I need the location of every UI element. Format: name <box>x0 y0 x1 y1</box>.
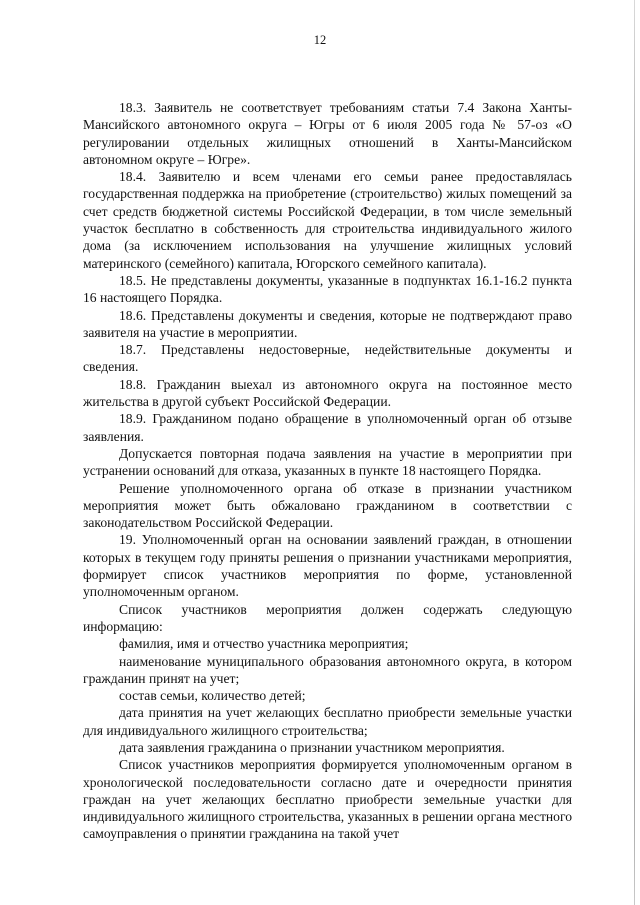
paragraph-resubmission: Допускается повторная подача заявления на участие в мероприятии при устранении оснований для отказа, указанных в пункте 18 настоящего Порядка. <box>83 445 572 479</box>
paragraph-19: 19. Уполномоченный орган на основании заявлений граждан, в отношении которых в текущем году приняты решения о признании участниками мероприятия, формирует список участников мероприятия по форме, установленной уполномоченным органом. <box>83 532 572 600</box>
page-number: 12 <box>313 33 327 47</box>
list-item-registration-date: дата принятия на учет желающих бесплатно приобрести земельные участки для индивидуального жилищного строительства; <box>83 705 572 738</box>
paragraph-18-8: 18.8. Гражданин выехал из автономного округа на постоянное место жительства в другой субъект Российской Федерации. <box>83 376 572 410</box>
paragraph-18-4: 18.4. Заявителю и всем членами его семьи ранее предоставлялась государственная поддержка на приобретение (строительство) жилых помещений за счет средств бюджетной системы Российской Федерации, в том числе земельный участок бесплатно в собственность для строительства индивидуального жилого дома (за исключением использования на улучшение жилищных условий материнского (семейного) капитала, Югорского семейного капитала). <box>83 169 572 271</box>
paragraph-18-5: 18.5. Не представлены документы, указанные в подпунктах 16.1-16.2 пункта 16 настоящего Порядка. <box>83 272 572 306</box>
paragraph-18-3: 18.3. Заявитель не соответствует требованиям статьи 7.4 Закона Ханты-Мансийского автономного округа – Югры от 6 июля 2005 года № 57-оз «О регулировании отдельных жилищных отношений в Ханты-Мансийском автономном округе – Югре». <box>83 100 572 167</box>
paragraph-appeal: Решение уполномоченного органа об отказе в признании участником мероприятия может быть обжаловано гражданином в соответствии с законодательством Российской Федерации. <box>83 480 572 531</box>
list-item-municipality: наименование муниципального образования автономного округа, в котором гражданин принят на учет; <box>83 653 572 686</box>
list-item-family: состав семьи, количество детей; <box>119 688 306 704</box>
document-body <box>83 99 572 843</box>
paragraph-list-contents: Список участников мероприятия должен содержать следующую информацию: <box>83 601 572 634</box>
paragraph-18-6: 18.6. Представлены документы и сведения, которые не подтверждают право заявителя на участие в мероприятии. <box>83 307 572 340</box>
list-item-full-name: фамилия, имя и отчество участника мероприятия; <box>119 636 409 652</box>
scan-edge <box>634 0 635 905</box>
list-item-application-date: дата заявления гражданина о признании участником мероприятия. <box>119 739 505 755</box>
paragraph-list-formation: Список участников мероприятия формируется уполномоченным органом в хронологической последовательности согласно дате и очередности принятия граждан на учет желающих бесплатно приобрести земельные участки для индивидуального жилищного строительства, указанных в решении органа местного самоуправления о принятии гражданина на такой учет <box>83 757 572 842</box>
paragraph-18-9: 18.9. Гражданином подано обращение в уполномоченный орган об отзыве заявления. <box>83 411 572 444</box>
paragraph-18-7: 18.7. Представлены недостоверные, недействительные документы и сведения. <box>83 342 572 375</box>
